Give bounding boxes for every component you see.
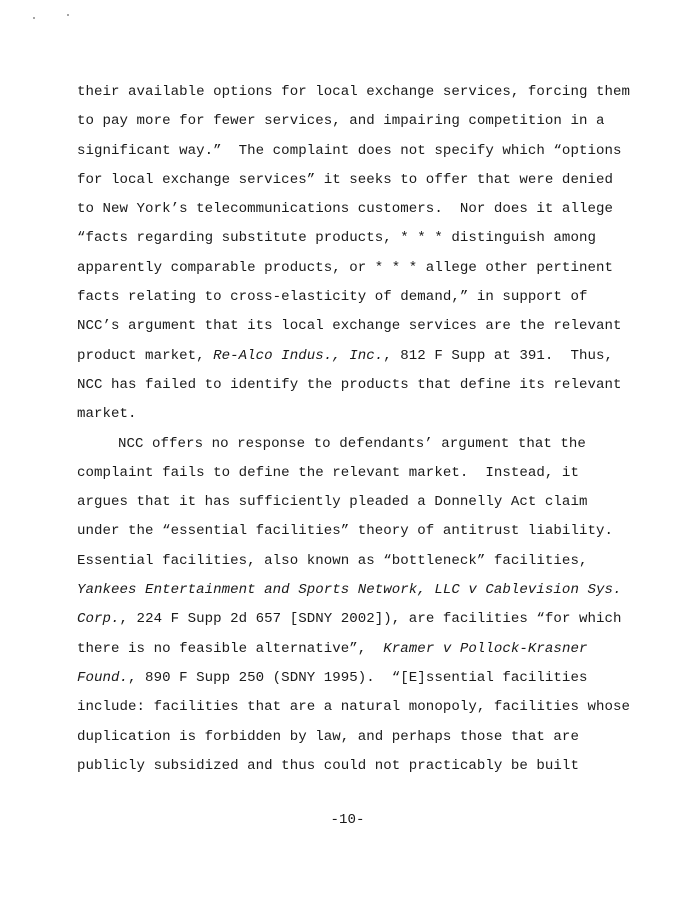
text-segment: their available options for local exchange services, forcing them — [77, 84, 630, 100]
text-segment: “facts regarding substitute products, * * * distinguish among — [77, 230, 596, 247]
case-citation: Yankees Entertainment and Sports Network, LLC v Cablevision Sys. — [77, 582, 622, 599]
text-segment: product market, — [77, 347, 214, 364]
text-line — [77, 459, 622, 488]
text-segment: facts relating to cross-elasticity of demand,” in support of — [77, 289, 588, 306]
text-segment: to New York’s telecommunications customers. Nor does it allege — [77, 201, 613, 218]
text-segment: market. — [77, 406, 137, 423]
text-segment: to pay more for fewer services, and impairing competition in a — [77, 113, 605, 130]
text-line — [77, 605, 622, 634]
scan-speck — [67, 14, 69, 16]
text-segment: , 812 F Supp at 391. Thus, — [383, 347, 613, 364]
case-citation: Kramer v Pollock-Krasner — [383, 640, 588, 657]
text-segment: , 224 F Supp 2d 657 [SDNY 2002]), are facilities “for which — [119, 611, 622, 628]
text-segment: complaint fails to define the relevant market. Instead, it — [77, 464, 579, 481]
text-segment: apparently comparable products, or * * * allege other pertinent — [77, 259, 613, 276]
text-segment: significant way.” The complaint does not specify which “options — [77, 142, 622, 159]
text-line — [77, 224, 622, 253]
body-text — [77, 78, 630, 781]
text-segment: under the “essential facilities” theory of antitrust liability. — [77, 523, 613, 540]
text-line — [77, 430, 622, 459]
text-line — [77, 664, 622, 693]
text-line — [77, 635, 622, 664]
text-segment: NCC has failed to identify the products that define its relevant — [77, 376, 622, 393]
text-segment: publicly subsidized and thus could not practicably be built — [77, 757, 579, 774]
text-line — [77, 254, 622, 283]
case-citation: Corp. — [77, 611, 120, 628]
text-line — [77, 166, 622, 195]
page-number: -10- — [330, 812, 365, 828]
text-line — [77, 576, 622, 605]
text-line — [77, 283, 622, 312]
text-line — [77, 693, 630, 722]
text-segment: Essential facilities, also known as “bottleneck” facilities, — [77, 552, 588, 569]
text-line — [77, 400, 622, 429]
text-line — [77, 547, 622, 576]
text-segment: , 890 F Supp 250 (SDNY 1995). “[E]ssential facilities — [128, 669, 588, 686]
text-segment: argues that it has sufficiently pleaded a Donnelly Act claim — [77, 494, 588, 511]
text-line — [77, 371, 622, 400]
text-segment: there is no feasible alternative”, — [77, 640, 384, 657]
text-line — [77, 723, 622, 752]
text-segment: for local exchange services” it seeks to offer that were denied — [77, 171, 613, 188]
text-line — [77, 137, 622, 166]
text-line — [77, 517, 622, 546]
text-line — [77, 488, 622, 517]
text-segment: NCC’s argument that its local exchange services are the relevant — [77, 318, 622, 335]
text-segment: NCC offers no response to defendants’ argument that the — [118, 435, 586, 452]
text-line — [77, 78, 630, 107]
case-citation: Found. — [77, 669, 129, 686]
case-citation: Re-Alco Indus., Inc. — [213, 347, 384, 364]
text-segment: include: facilities that are a natural monopoly, facilities whose — [77, 699, 630, 716]
text-line — [77, 342, 622, 371]
scan-speck — [33, 17, 35, 19]
text-line — [77, 195, 622, 224]
text-line — [77, 107, 622, 136]
text-segment: duplication is forbidden by law, and perhaps those that are — [77, 728, 579, 745]
text-line — [77, 312, 622, 341]
text-line — [77, 752, 622, 781]
